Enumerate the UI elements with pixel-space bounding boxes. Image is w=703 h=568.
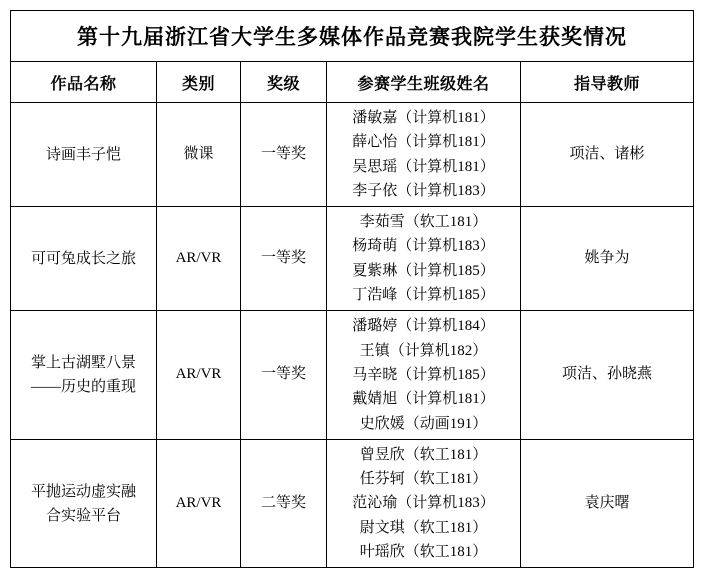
- student-line: 薛心怡（计算机181）: [352, 134, 495, 151]
- table-title-row: [11, 11, 694, 62]
- work-name-line: 平抛运动虚实融: [30, 483, 136, 500]
- student-line: 史欣媛（动画191）: [359, 415, 488, 432]
- column-header-work-name: 作品名称: [11, 62, 157, 103]
- cell-students: [327, 103, 521, 207]
- cell-work-name: [11, 103, 157, 207]
- cell-award: 一等奖: [241, 207, 327, 311]
- student-line: 夏紫琳（计算机185）: [352, 262, 495, 279]
- cell-teachers: 项洁、孙晓燕: [521, 311, 694, 439]
- cell-teachers: 袁庆曙: [521, 439, 694, 567]
- student-line: 李子依（计算机183）: [352, 182, 495, 199]
- cell-category: 微课: [157, 103, 241, 207]
- work-name-line: ——历史的重现: [30, 379, 136, 396]
- work-name-line: 诗画丰子恺: [45, 146, 121, 163]
- student-line: 曾昱欣（软工181）: [359, 446, 488, 463]
- student-line: 戴婧旭（计算机181）: [352, 391, 495, 408]
- table-header-row: [11, 62, 694, 103]
- work-name-line: 掌上古湖墅八景: [30, 355, 136, 372]
- student-line: 潘璐婷（计算机184）: [352, 318, 495, 335]
- award-table: [10, 10, 694, 568]
- page-title: 第十九届浙江省大学生多媒体作品竞赛我院学生获奖情况: [11, 11, 694, 62]
- cell-award: 一等奖: [241, 103, 327, 207]
- column-header-teachers: 指导教师: [521, 62, 694, 103]
- student-line: 范沁瑜（计算机183）: [352, 495, 495, 512]
- student-line: 任芬轲（软工181）: [359, 471, 488, 488]
- cell-students: [327, 439, 521, 567]
- cell-category: AR/VR: [157, 311, 241, 439]
- column-header-students: 参赛学生班级姓名: [327, 62, 521, 103]
- work-name-line: 合实验平台: [45, 507, 121, 524]
- student-line: 潘敏嘉（计算机181）: [352, 110, 495, 126]
- table-row: [11, 207, 694, 311]
- cell-award: 二等奖: [241, 439, 327, 567]
- student-line: 杨琦萌（计算机183）: [352, 238, 495, 255]
- cell-award: 一等奖: [241, 311, 327, 439]
- student-line: 李茹雪（软工181）: [359, 214, 488, 231]
- student-line: 丁浩峰（计算机185）: [352, 287, 495, 304]
- cell-students: [327, 311, 521, 439]
- student-line: 叶瑶欣（软工181）: [359, 544, 488, 561]
- cell-teachers: 项洁、诸彬: [521, 103, 694, 207]
- table-row: [11, 439, 694, 567]
- cell-category: AR/VR: [157, 207, 241, 311]
- student-line: 尉文琪（软工181）: [359, 519, 488, 536]
- cell-work-name: [11, 311, 157, 439]
- table-row: [11, 311, 694, 439]
- cell-category: AR/VR: [157, 439, 241, 567]
- student-line: 吴思瑶（计算机181）: [352, 158, 495, 175]
- cell-work-name: [11, 439, 157, 567]
- table-row: [11, 103, 694, 207]
- work-name-line: 可可兔成长之旅: [30, 250, 136, 267]
- cell-teachers: 姚争为: [521, 207, 694, 311]
- student-line: 王镇（计算机182）: [359, 342, 488, 359]
- column-header-award: 奖级: [241, 62, 327, 103]
- student-line: 马辛晓（计算机185）: [352, 366, 495, 383]
- cell-students: [327, 207, 521, 311]
- column-header-category: 类别: [157, 62, 241, 103]
- cell-work-name: [11, 207, 157, 311]
